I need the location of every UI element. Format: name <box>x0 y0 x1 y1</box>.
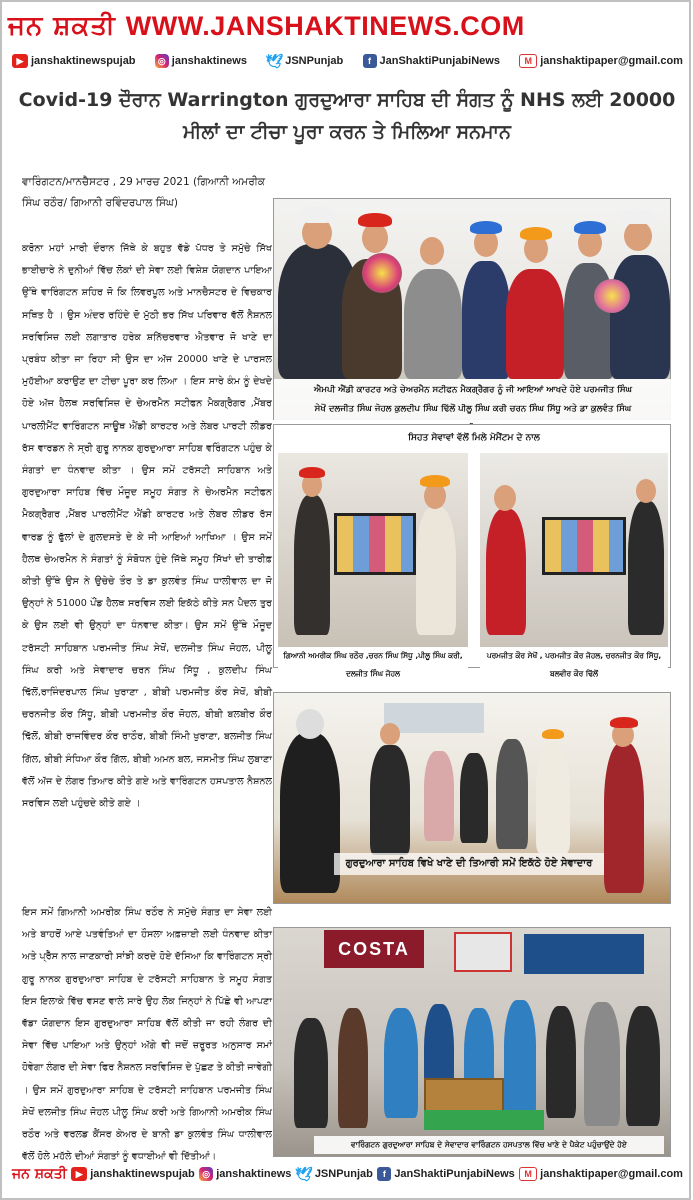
youtube-icon: ▶ <box>12 54 28 68</box>
footer-brand: ਜਨ ਸ਼ਕਤੀ <box>12 1166 67 1182</box>
social-bar-top <box>2 50 693 72</box>
instagram-link[interactable] <box>155 54 247 68</box>
footer-email-address: janshaktipaper@gmail.com <box>540 1168 683 1180</box>
email-link[interactable] <box>519 54 683 68</box>
photo-welcome-caption: ਐਮਪੀ ਐਂਡੀ ਕਾਰਟਰ ਅਤੇ ਚੇਅਰਮੈਨ ਸਟੀਫਨ ਮੈਕਗ੍ਰੈਗਰ ਨੂੰ ਜੀ ਆਇਆਂ ਆਖਦੇ ਹੋਏ ਪਰਮਜੀਤ ਸਿੰਘ ਸੇਖੋਂ ਦਲਜੀਤ ਸਿੰਘ ਜੋਹਲ ਕੁਲਦੀਪ ਸਿੰਘ ਢਿੱਲੋਂ ਪੀਲੂ ਸਿੰਘ ਕਰੀ ਚਰਨ ਸਿੰਘ ਸਿੱਧੂ ਅਤੇ ਡਾ ਕੁਲਵੰਤ ਸਿੰਘ <box>274 379 672 421</box>
social-bar-bottom <box>2 1162 693 1186</box>
article-body-part2: ਇਸ ਸਮੇਂ ਗਿਆਨੀ ਅਮਰੀਕ ਸਿੰਘ ਰਠੌਰ ਨੇ ਸਮੁੱਚੇ ਸੰਗਤ ਦਾ ਸੇਵਾ ਲਈ ਅਤੇ ਬਾਹਰੋਂ ਆਏ ਪਤਵੰਤਿਆਂ ਦਾ ਹੌਸਲਾ ਅਫ਼ਜ਼ਾਈ ਲਈ ਧੰਨਵਾਦ ਕੀਤਾ ਅਤੇ ਪ੍ਰੈੱਸ ਨਾਲ ਜਾਣਕਾਰੀ ਸਾਂਝੀ ਕਰਦੇ ਹੋਏ ਦੱਸਿਆ ਕਿ ਵਾਰਿੰਗਟਨ ਸ੍ਰੀ ਗੁਰੂ ਨਾਨਕ ਗੁਰਦੁਆਰਾ ਸਾਹਿਬ ਦੇ ਟਰੱਸਟੀ ਸਾਹਿਬਾਨ ਤੇ ਸਮੂਹ ਸੰਗਤ ਇਸ ਇਲਾਕੇ ਵਿੱਚ ਵਸਣ ਵਾਲੇ ਸਾਰੇ ਉਹ ਲੋਕ ਜਿਨ੍ਹਾਂ ਨੇ ਪਿੱਛੇ ਵੀ ਆਪਣਾ ਵੱਡਾ ਯੋਗਦਾਨ ਇਸ ਗੁਰਦੁਆਰਾ ਸਾਹਿਬ ਵੱਲੋਂ ਕੀਤੀ ਜਾ ਰਹੀ ਲੰਗਰ ਦੀ ਸੇਵਾ ਵਿੱਚ ਪਾਇਆ ਅਤੇ ਉਨ੍ਹਾਂ ਅੱਗੇ ਵੀ ਜਦੋਂ ਜ਼ਰੂਰਤ ਅਨੁਸਾਰ ਸਮਾਂ ਹੋਵੇਗਾ ਲੰਗਰ ਦੀ ਸੇਵਾ ਫਿਰ ਨੈਸ਼ਨਲ ਸਰਵਿਸਿਜ਼ ਦੇ ਪੁੱਛਣ ਤੇ ਕੀਤੀ ਜਾਵੇਗੀ । ਉਸ ਸਮੇਂ ਗੁਰਦੁਆਰਾ ਸਾਹਿਬ ਦੇ ਟਰੱਸਟੀ ਸਾਹਿਬਾਨ ਪਰਮਜੀਤ ਸਿੰਘ ਸੇਖੋਂ ਦਲਜੀਤ ਸਿੰਘ ਜੋਹਲ ਪੀਲੂ ਸਿੰਘ ਕਰੀ ਅਤੇ ਗਿਆਨੀ ਅਮਰੀਕ ਸਿੰਘ ਰਠੌਰ ਅਤੇ ਵਰਲਡ ਕੈਂਸਰ ਕੇਅਰ ਦੇ ਬਾਨੀ ਡਾ ਕੁਲਵੰਤ ਸਿੰਘ ਧਾਲੀਵਾਲ ਵੱਲੋਂ ਹੋਲੇ ਮਹੱਲੇ ਦੀਆਂ ਸੰਗਤਾਂ ਨੂੰ ਵਧਾਈਆਂ ਵੀ ਦਿੱਤੀਆਂ। <box>22 907 272 1163</box>
footer-email-link[interactable] <box>519 1167 683 1181</box>
footer-instagram-handle: janshaktinews <box>216 1168 292 1180</box>
photo-welcome <box>273 198 671 420</box>
photo-memento-caption-left: ਗਿਆਨੀ ਅਮਰੀਕ ਸਿੰਘ ਰਠੌਰ ,ਚਰਨ ਸਿੰਘ ਸਿੱਧੂ ,ਪੀਲੂ ਸਿੰਘ ਕਰੀ, ਦਲਜੀਤ ਸਿੰਘ ਜੋਹਲ <box>278 647 468 683</box>
footer-instagram-link[interactable] <box>199 1167 291 1181</box>
facebook-link[interactable] <box>363 54 500 68</box>
photo-hospital-caption: ਵਾਰਿੰਗਟਨ ਗੁਰਦੁਆਰਾ ਸਾਹਿਬ ਦੇ ਸੇਵਾਦਾਰ ਵਾਰਿੰਗਟਨ ਹਸਪਤਾਲ ਵਿੱਚ ਖਾਣੇ ਦੇ ਪੈਕੇਟ ਪਹੁੰਚਾਉਂਦੇ ਹੋਏ <box>314 1136 664 1154</box>
footer-youtube-link[interactable] <box>71 1167 195 1181</box>
instagram-icon: ◎ <box>155 54 169 68</box>
photo-memento-caption-right: ਪਰਮਜੀਤ ਕੌਰ ਸੇਖੋਂ , ਪਰਮਜੀਤ ਕੌਰ ਜੋਹਲ, ਚਰਨਜੀਤ ਕੌਰ ਸਿੱਧੂ, ਬਲਵੀਰ ਕੌਰ ਢਿੱਲੋਂ <box>480 647 668 683</box>
site-url[interactable]: WWW.JANSHAKTINEWS.COM <box>125 10 525 41</box>
twitter-handle: JSNPunjab <box>285 55 344 67</box>
facebook-handle: JanShaktiPunjabiNews <box>379 55 500 67</box>
twitter-link[interactable] <box>266 54 343 68</box>
footer-twitter-link[interactable] <box>296 1167 373 1181</box>
gmail-icon: M <box>519 54 537 68</box>
youtube-icon: ▶ <box>71 1167 87 1181</box>
footer-youtube-handle: janshaktinewspujab <box>90 1168 195 1180</box>
facebook-icon: f <box>363 54 377 68</box>
photo-hospital <box>273 927 671 1157</box>
photo-memento-header: ਸਿਹਤ ਸੇਵਾਵਾਂ ਵੱਲੋਂ ਮਿਲੇ ਮੋਮੈਂਟਮ ਦੇ ਨਾਲ <box>408 433 540 443</box>
article-dateline: ਵਾਰਿੰਗਟਨ/ਮਾਨਚੈਸਟਰ , 29 ਮਾਰਚ 2021 (ਗਿਆਨੀ ਅਮਰੀਕ ਸਿੰਘ ਰਠੌਰ/ ਗਿਆਨੀ ਰਵਿੰਦਰਪਾਲ ਸਿੰਘ) <box>22 176 266 209</box>
costa-sign: COSTA <box>324 930 424 968</box>
youtube-handle: janshaktinewspujab <box>31 55 136 67</box>
facebook-icon: f <box>377 1167 391 1181</box>
instagram-icon: ◎ <box>199 1167 213 1181</box>
youtube-link[interactable] <box>12 54 136 68</box>
photo-kitchen-caption: ਗੁਰਦੁਆਰਾ ਸਾਹਿਬ ਵਿਖੇ ਖਾਣੇ ਦੀ ਤਿਆਰੀ ਸਮੇਂ ਇਕੱਠੇ ਹੋਏ ਸੇਵਾਦਾਰ <box>334 853 604 875</box>
twitter-icon: 🕊 <box>265 52 284 69</box>
footer-facebook-link[interactable] <box>377 1167 514 1181</box>
photo-memento <box>273 424 671 678</box>
photo-kitchen <box>273 692 671 904</box>
article-headline: Covid-19 ਦੌਰਾਨ Warrington ਗੁਰਦੁਆਰਾ ਸਾਹਿਬ ਦੀ ਸੰਗਤ ਨੂੰ NHS ਲਈ 20000 ਮੀਲਾਂ ਦਾ ਟੀਚਾ ਪੂਰਾ ਕਰਨ ਤੇ ਮਿਲਿਆ ਸਨਮਾਨ <box>18 89 676 143</box>
article-body-part1: ਕਰੋਨਾ ਮਹਾਂ ਮਾਰੀ ਦੌਰਾਨ ਜਿੱਥੇ ਕੇ ਬਹੁਤ ਵੱਡੇ ਪੱਧਰ ਤੇ ਸਮੁੱਚੇ ਸਿੱਖ ਭਾਈਚਾਰੇ ਨੇ ਦੁਨੀਆਂ ਵਿੱਚ ਲੋਕਾਂ ਦੀ ਸੇਵਾ ਲਈ ਵਿਸ਼ੇਸ਼ ਯੋਗਦਾਨ ਪਾਇਆ ਉੱਥੇ ਵਾਰਿੰਗਟਨ ਸ਼ਹਿਰ ਜੋ ਕਿ ਲਿਵਰਪੂਲ ਅਤੇ ਮਾਨਚੈਸਟਰ ਦੇ ਵਿਚਕਾਰ ਸਥਿਤ ਹੈ । ਉਸ ਅੰਦਰ ਰਹਿੰਦੇ ਦੋ ਮੁੱਠੀ ਭਰ ਸਿੱਖ ਪਰਿਵਾਰ ਵੱਲੋਂ ਨੈਸ਼ਨਲ ਸਰਵਿਸਿਜ਼ ਲਈ ਲਗਾਤਾਰ ਹਰੇਕ ਸ਼ਨਿੱਚਰਵਾਰ ਐਤਵਾਰ ਜੋ ਖਾਣੇ ਦਾ ਪ੍ਰਬੰਧ ਕੀਤਾ ਜਾ ਰਿਹਾ ਸੀ ਉਸ ਦਾ ਅੱਜ 20000 ਖਾਣੇ ਦੇ ਪਾਰਸਲ ਮੁਹੱਈਆ ਕਰਾਉਣ ਦਾ ਟੀਚਾ ਪੂਰਾ ਕਰ ਲਿਆ । ਇਸ ਸਾਰੇ ਕੰਮ ਨੂੰ ਦੇਖਦੇ ਹੋਏ ਅੱਜ ਹੈਲਥ ਸਰਵਿਸਿਜ਼ ਦੇ ਚੇਅਰਮੈਨ ਸਟੀਫਨ ਮੈਕਗ੍ਰੈਗਰ ,ਮੈਂਬਰ ਪਾਰਲੀਮੈਂਟ ਵਾਰਿੰਗਟਨ ਸਾਊਥ ਐਂਡੀ ਕਾਰਟਰ ਅਤੇ ਲੇਬਰ ਪਾਰਟੀ ਲੀਡਰ ਰੱਸ ਵਾਰਡਨ ਨੇ ਸ੍ਰੀ ਗੁਰੂ ਨਾਨਕ ਗੁਰਦੁਆਰਾ ਸਾਹਿਬ ਵਰਿੰਗਟਨ ਪਹੁੰਚ ਕੇ ਸੰਗਤਾਂ ਦਾ ਧੰਨਵਾਦ ਕੀਤਾ । ਉਸ ਸਮੇਂ ਟਰੱਸਟੀ ਸਾਹਿਬਾਨ ਅਤੇ ਗੁਰਦੁਆਰਾ ਸਾਹਿਬ ਵਿੱਚ ਮੌਜੂਦ ਸਮੂਹ ਸੰਗਤ ਨੇ ਚੇਅਰਮੈਨ ਸਟੀਫਨ ਮੈਕਗ੍ਰੈਗਰ ,ਮੈਂਬਰ ਪਾਰਲੀਮੈਂਟ ਐਂਡੀ ਕਾਰਟਰ ਅਤੇ ਲੇਬਰ ਲੀਡਰ ਰੱਸ ਵਾਰਡ ਨੂੰ ਫੁੱਲਾਂ ਦੇ ਗੁਲਦਸਤੇ ਦੇ ਕੇ ਜੀ ਆਇਆਂ ਆਖਿਆ । ਉਸ ਸਮੇਂ ਹੈਲਥ ਚੇਅਰਮੈਨ ਨੇ ਸੰਗਤਾਂ ਨੂੰ ਸੰਬੋਧਨ ਹੁੰਦੇ ਜਿੱਥੇ ਸਮੂਹ ਸਿੱਖਾਂ ਦੀ ਤਾਰੀਫ਼ ਕੀਤੀ ਉੱਥੇ ਉਸ ਨੇ ਉਚੇਚੇ ਤੌਰ ਤੇ ਡਾ ਕੁਲਵੰਤ ਸਿੰਘ ਧਾਲੀਵਾਲ ਦਾ ਜੋ ਉਨ੍ਹਾਂ ਨੇ 51000 ਪੌਂਡ ਹੈਲਥ ਸਰਵਿਸ ਲਈ ਇਕੱਠੇ ਕੀਤੇ ਸਨ ਪੈਦਲ ਤੁਰ ਕੇ ਉਸ ਲਈ ਵੀ ਉਨ੍ਹਾਂ ਦਾ ਧੰਨਵਾਦ ਕੀਤਾ। ਉਸ ਸਮੇਂ ਉੱਥੇ ਮੌਜੂਦ ਟਰੱਸਟੀ ਸਾਹਿਬਾਨ ਪਰਮਜੀਤ ਸਿੰਘ ਸੇਖੋਂ, ਦਲਜੀਤ ਸਿੰਘ ਜੋਹਲ, ਪੀਲੂ ਸਿੰਘ ਕਰੀ ਅਤੇ ਸੇਵਾਦਾਰ ਚਰਨ ਸਿੰਘ ਸਿੱਧੂ , ਕੁਲਦੀਪ ਸਿੰਘ ਢਿੱਲੋਂ,ਰਾਜਿੰਦਰਪਾਲ ਸਿੰਘ ਖੁਰਾਣਾ , ਬੀਬੀ ਪਰਮਜੀਤ ਕੌਰ ਸੇਖੋਂ, ਬੀਬੀ ਚਰਨਜੀਤ ਕੌਰ ਸਿੱਧੂ, ਬੀਬੀ ਪਰਮਜੀਤ ਕੌਰ ਜੋਹਲ, ਬੀਬੀ ਬਲਬੀਰ ਕੌਰ ਢਿੱਲੋਂ, ਬੀਬੀ ਰਾਜਵਿੰਦਰ ਕੌਰ ਰਾਠੌਰ, ਬੀਬੀ ਸਿੰਮੀ ਖੁਰਾਣਾ, ਬਲਜੀਤ ਸਿੰਘ ਗਿੱਲ, ਬੀਬੀ ਸੰਧਿਆ ਕੌਰ ਗਿੱਲ, ਬੀਬੀ ਅਮਨ ਬਲ, ਜਸਮੀਤ ਸਿੰਘ ਲੁਬਾਣਾ ਵੱਲੋਂ ਅੱਜ ਦੇ ਲੰਗਰ ਤਿਆਰ ਕੀਤੇ ਗਏ ਅਤੇ ਵਾਰਿੰਗਟਨ ਹਸਪਤਾਲ ਨੈਸ਼ਨਲ ਸਰਵਿਸ ਲਈ ਪਹੁੰਚਦੇ ਕੀਤੇ ਗਏ । <box>22 243 272 810</box>
brand-word: ਜਨ ਸ਼ਕਤੀ <box>8 11 116 41</box>
footer-twitter-handle: JSNPunjab <box>314 1168 373 1180</box>
instagram-handle: janshaktinews <box>171 55 247 67</box>
twitter-icon: 🕊 <box>294 1165 313 1182</box>
footer-facebook-handle: JanShaktiPunjabiNews <box>394 1168 515 1180</box>
email-address: janshaktipaper@gmail.com <box>540 55 683 67</box>
masthead <box>2 2 693 50</box>
brand-logo <box>8 13 116 39</box>
gmail-icon: M <box>519 1167 537 1181</box>
